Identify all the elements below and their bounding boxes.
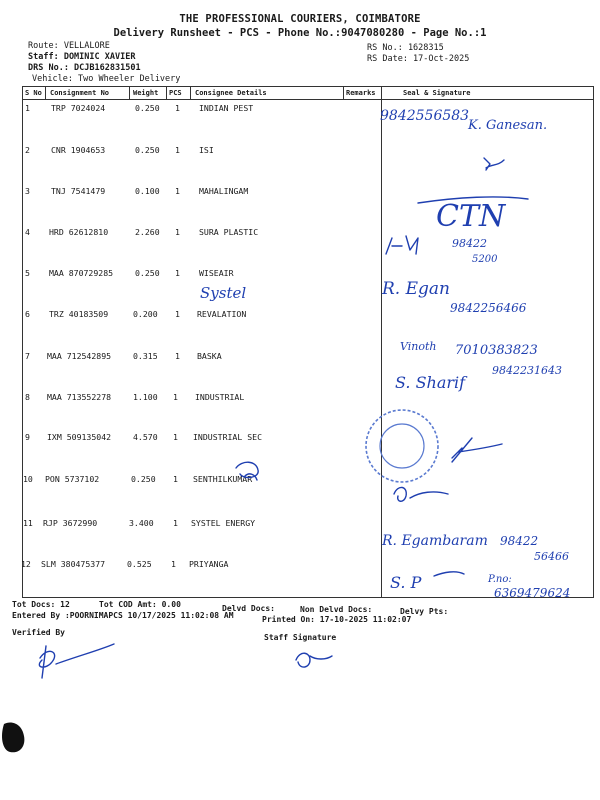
handwritten-name: K. Ganesan. xyxy=(468,118,548,133)
col-sno: S No xyxy=(25,89,42,97)
signature-scribble xyxy=(386,236,418,254)
handwritten-name: Vinoth xyxy=(400,340,437,353)
row-consignee: SYSTEL ENERGY xyxy=(191,518,256,528)
row-consignee: SENTHILKUMAR xyxy=(193,474,253,484)
col-consignee: Consignee Details xyxy=(195,89,267,97)
handwritten-phone: 98422 xyxy=(452,237,487,250)
signature-scribble xyxy=(452,438,502,462)
staff-signature-label: Staff Signature xyxy=(264,633,337,642)
row-sno: 5 xyxy=(25,268,30,278)
row-consignment: CNR 1904653 xyxy=(51,145,106,155)
col-remarks: Remarks xyxy=(346,89,376,97)
row-sno: 6 xyxy=(25,309,30,319)
row-weight: 0.200 xyxy=(133,309,158,319)
drs-number: DRS No.: DCJB162831501 xyxy=(28,63,141,73)
handwritten-phone: 9842556583 xyxy=(380,108,470,124)
row-consignment: HRD 62612810 xyxy=(49,227,109,237)
row-consignee: INDUSTRIAL SEC xyxy=(193,432,263,442)
handwritten-name: R. Egan xyxy=(382,279,450,299)
row-consignee: SURA PLASTIC xyxy=(199,227,259,237)
ink-blot xyxy=(2,723,24,753)
row-sno: 4 xyxy=(25,227,30,237)
row-consignment: MAA 870729285 xyxy=(49,268,114,278)
handwritten-name: R. Egambaram xyxy=(382,533,488,549)
row-consignment: RJP 3672990 xyxy=(43,518,98,528)
rs-number: RS No.: 1628315 xyxy=(367,43,444,53)
row-sno: 12 xyxy=(21,559,31,569)
row-sno: 2 xyxy=(25,145,30,155)
row-consignee: INDUSTRIAL xyxy=(195,392,245,402)
total-docs: Tot Docs: 12 xyxy=(12,600,70,609)
verifier-signature xyxy=(39,644,114,678)
row-consignee: WISEAIR xyxy=(199,268,234,278)
handwritten-name: S. P xyxy=(390,573,422,592)
row-consignment: TNJ 7541479 xyxy=(51,186,106,196)
seal-stamp xyxy=(366,410,438,482)
row-pcs: 1 xyxy=(175,351,180,361)
row-consignee: BASKA xyxy=(197,351,222,361)
signature-scribble xyxy=(484,158,504,170)
route-label: Route: VELLALORE xyxy=(28,41,110,51)
entered-by: Entered By :POORNIMAPCS 10/17/2025 11:02:08 AM xyxy=(12,611,234,620)
row-weight: 1.100 xyxy=(133,392,158,402)
row-pcs: 1 xyxy=(175,268,180,278)
row-sno: 9 xyxy=(25,432,30,442)
row-pcs: 1 xyxy=(173,432,178,442)
company-title: THE PROFESSIONAL COURIERS, COIMBATORE xyxy=(179,13,421,25)
handwritten-phone: 56466 xyxy=(534,550,569,563)
handwritten-phone: 6369479624 xyxy=(494,586,571,600)
rs-date: RS Date: 17-Oct-2025 xyxy=(367,54,470,64)
signature-scribble xyxy=(236,462,258,480)
row-sno: 10 xyxy=(23,474,33,484)
row-weight: 0.250 xyxy=(135,145,160,155)
row-consignee: REVALATION xyxy=(197,309,247,319)
row-consignee: PRIYANGA xyxy=(189,559,229,569)
row-consignment: TRZ 40183509 xyxy=(49,309,109,319)
vehicle-label: Vehicle: Two Wheeler Delivery xyxy=(32,74,181,84)
signature-scribble xyxy=(394,487,448,501)
row-consignee: INDIAN PEST xyxy=(199,103,254,113)
delivered-docs: Delvd Docs: xyxy=(222,604,275,613)
row-pcs: 1 xyxy=(175,103,180,113)
staff-label: Staff: DOMINIC XAVIER xyxy=(28,52,136,62)
row-weight: 2.260 xyxy=(135,227,160,237)
row-weight: 0.315 xyxy=(133,351,158,361)
printed-on: Printed On: 17-10-2025 11:02:07 xyxy=(262,615,412,624)
handwritten-phone: 98422 xyxy=(500,534,539,548)
row-pcs: 1 xyxy=(175,309,180,319)
row-sno: 11 xyxy=(23,518,33,528)
row-pcs: 1 xyxy=(173,518,178,528)
row-pcs: 1 xyxy=(171,559,176,569)
col-pcs: PCS xyxy=(169,89,182,97)
handwritten-phone: 9842256466 xyxy=(450,301,527,315)
row-consignment: PON 5737102 xyxy=(45,474,100,484)
handwritten-name: S. Sharif xyxy=(395,373,466,392)
row-pcs: 1 xyxy=(175,186,180,196)
col-consignment: Consignment No xyxy=(50,89,110,97)
row-consignment: IXM 509135042 xyxy=(47,432,112,442)
handwritten-mark: CTN xyxy=(436,199,506,234)
row-pcs: 1 xyxy=(173,392,178,402)
row-weight: 0.250 xyxy=(131,474,156,484)
handwritten-label: P.no: xyxy=(488,574,512,585)
row-weight: 0.525 xyxy=(127,559,152,569)
row-sno: 7 xyxy=(25,351,30,361)
handwritten-note: Systel xyxy=(200,284,247,302)
non-delivered-docs: Non Delvd Docs: xyxy=(300,605,373,614)
verified-by-label: Verified By xyxy=(12,628,65,637)
row-consignee: MAHALINGAM xyxy=(199,186,249,196)
col-weight: Weight xyxy=(133,89,159,97)
row-consignment: MAA 712542895 xyxy=(47,351,112,361)
runsheet-subtitle: Delivery Runsheet - PCS - Phone No.:9047080280 - Page No.:1 xyxy=(113,27,487,39)
row-weight: 3.400 xyxy=(129,518,154,528)
row-weight: 0.250 xyxy=(135,268,160,278)
total-cod-amount: Tot COD Amt: 0.00 xyxy=(99,600,181,609)
row-consignee: ISI xyxy=(199,145,214,155)
row-sno: 1 xyxy=(25,103,30,113)
staff-signature-mark xyxy=(296,653,332,667)
col-seal-signature: Seal & Signature xyxy=(403,89,471,97)
row-sno: 8 xyxy=(25,392,30,402)
handwritten-phone: 9842231643 xyxy=(492,364,562,377)
handwritten-phone: 7010383823 xyxy=(455,343,538,358)
row-consignment: TRP 7024024 xyxy=(51,103,106,113)
row-pcs: 1 xyxy=(175,227,180,237)
row-sno: 3 xyxy=(25,186,30,196)
signature-stroke xyxy=(434,572,464,576)
row-weight: 4.570 xyxy=(133,432,158,442)
row-weight: 0.100 xyxy=(135,186,160,196)
row-consignment: MAA 713552278 xyxy=(47,392,112,402)
row-weight: 0.250 xyxy=(135,103,160,113)
row-pcs: 1 xyxy=(175,145,180,155)
row-pcs: 1 xyxy=(173,474,178,484)
handwritten-phone: 5200 xyxy=(472,254,498,265)
delivery-points: Delvy Pts: xyxy=(400,607,449,616)
row-consignment: SLM 380475377 xyxy=(41,559,106,569)
